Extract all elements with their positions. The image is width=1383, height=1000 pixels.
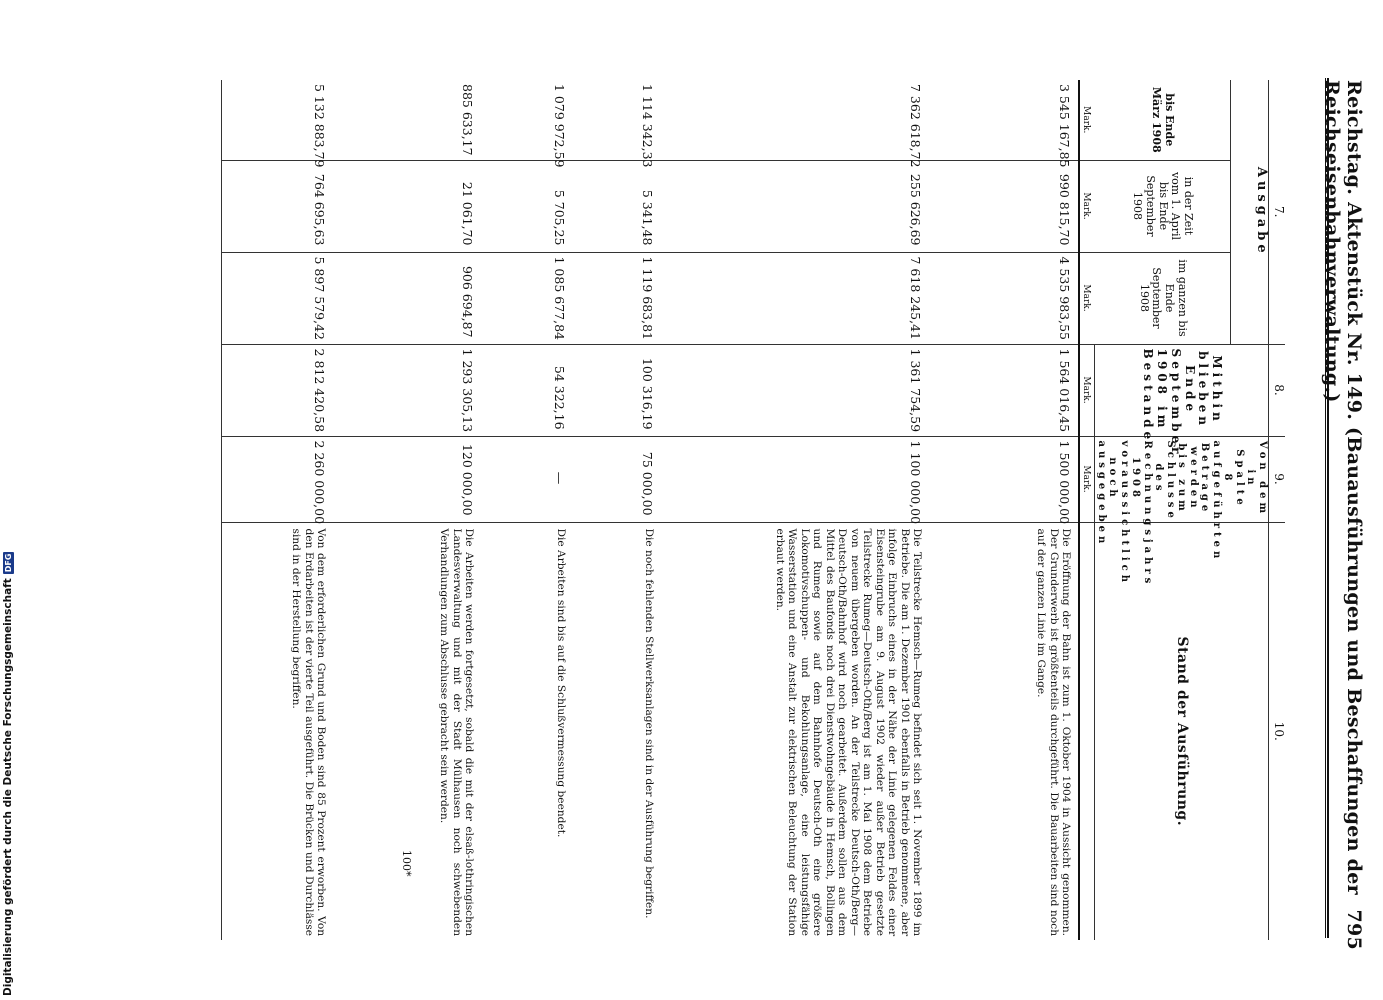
total-heading: im ganzen bis Ende September 1908 — [1095, 252, 1230, 344]
digitization-notice — [2, 552, 14, 996]
unit-label-blank — [1080, 522, 1096, 940]
column-number-8: 8. — [1269, 344, 1286, 436]
unit-label: Mark. — [1080, 344, 1096, 436]
unit-label: Mark. — [1080, 252, 1096, 344]
cell-remaining: 1 564 016,45 — [930, 344, 1080, 436]
cell-total: 5 897 579,42 — [222, 252, 334, 344]
table-row — [334, 80, 482, 940]
cell-remaining: 2 812 420,58 — [222, 344, 334, 436]
cell-april-september: 21 061,70 — [334, 160, 482, 252]
cell-april-september: 764 695,63 — [222, 160, 334, 252]
cell-until-march: 1 079 972,59 — [552, 84, 568, 168]
cell-status-text: Die Teilstrecke Hemsch—Rumeg befindet sich seit 1. November 1899 im Betriebe. Die am 1. Dezember 1901 ebenfalls in Betrieb genommene, aber infolge Einbruchs eines in der Nähe der Linie gelegenen Feldes einer Eisensteingrube am 9. August 1902 wieder außer Betrieb gesetzte Teilstrecke Rumeg—Deutsch-Oth/Berg ist am 1. Mai 1908 dem Betriebe von neuem übergeben worden. An der Teilstrecke Deutsch-Oth/Berg—Deutsch-Oth/Bahnhof wird noch gearbeitet. Außerdem sollen aus dem Mittel des Baufonds noch drei Dienstwohngebäude in Hemsch, Bollingen und Rumeg sowie auf dem Bahnhofe Deutsch-Oth eine größere Lokomotivschuppen- und Bekohlungsanlage, eine leistungsfähige Wasserstation und eine Anstalt zur elektrischen Beleuchtung der Station erbaut werden. — [662, 522, 930, 940]
unit-label: Mark. — [1080, 80, 1096, 160]
cell-total: 4 535 983,55 — [930, 252, 1080, 344]
cell-april-september: 5 341,48 — [574, 160, 662, 252]
page-title: Reichstag. Aktenstück Nr. 149. (Bauausführungen und Beschaffungen der Reichseisenbahnverwaltung.) — [1321, 80, 1365, 895]
ausgabe-heading: Ausgabe — [1230, 80, 1268, 344]
expenditure-table — [221, 80, 1285, 940]
cell-expected: — — [482, 436, 574, 522]
dfg-logo: DFG — [3, 553, 13, 573]
column-number-9: 9. — [1269, 436, 1286, 522]
until-march-heading: bis Ende März 1908 — [1150, 86, 1177, 153]
cell-until-march: 1 114 342,33 — [640, 84, 656, 168]
cell-until-march: 885 633,17 — [460, 84, 476, 156]
cell-expected: 120 000,00 — [334, 436, 482, 522]
page-number: 795 — [1343, 909, 1365, 950]
cell-total: 906 694,87 — [334, 252, 482, 344]
expected-spending-heading: Von dem in Spalte 8 aufgeführten Betrage werden bis zum Schlusse des Rechnungsjahrs 1908 voraussichtlich noch ausgegeben — [1095, 436, 1269, 522]
cell-april-september: 255 626,69 — [662, 160, 930, 252]
table-row — [574, 80, 662, 940]
remaining-balance-heading: Mithin blieben Ende September 1908 im Bestande — [1095, 344, 1269, 436]
table-row — [930, 80, 1080, 940]
cell-until-march: 5 132 883,79 — [222, 80, 334, 160]
cell-until-march: 3 545 167,85 — [1057, 84, 1073, 168]
cell-expected: 2 260 000,00 — [222, 436, 334, 522]
cell-total: 7 618 245,41 — [662, 252, 930, 344]
status-heading: Stand der Ausführung. — [1095, 522, 1269, 940]
table-row — [222, 80, 334, 940]
header-rule-thin — [1325, 78, 1326, 938]
column-number-7: 7. — [1269, 80, 1286, 344]
unit-label: Mark. — [1080, 436, 1096, 522]
signature-mark: 100* — [400, 850, 413, 877]
cell-expected: 1 500 000,00 — [930, 436, 1080, 522]
cell-status-text: Die noch fehlenden Stellwerksanlagen sind in der Ausführung begriffen. — [574, 522, 662, 940]
cell-until-march: 7 362 618,72 — [908, 84, 924, 168]
cell-total: 1 119 683,81 — [574, 252, 662, 344]
cell-status-text: Die Arbeiten werden fortgesetzt, sobald die mit der elsaß-lothringischen Landesverwaltung und mit der Stadt Mülhausen noch schwebenden Verhandlungen zum Abschlusse gebracht sein werden. — [334, 522, 482, 940]
table-row — [662, 80, 930, 940]
header-rule — [1327, 78, 1329, 938]
cell-april-september: 990 815,70 — [930, 160, 1080, 252]
cell-status-text: Von dem erforderlichen Grund und Boden sind 85 Prozent erworben. Von den Erdarbeiten ist der vierte Teil ausgeführt. Die Brücken und Durchlässe sind in der Herstellung begriffen. — [222, 522, 334, 940]
unit-label: Mark. — [1080, 160, 1096, 252]
cell-april-september: 5 705,25 — [482, 160, 574, 252]
cell-status-text: Die Arbeiten sind bis auf die Schlußvermessung beendet. — [482, 522, 574, 940]
cell-remaining: 100 316,19 — [574, 344, 662, 436]
cell-status-text: Die Eröffnung der Bahn ist zum 1. Oktober 1904 in Aussicht genommen. Der Grunderwerb ist größtenteils durchgeführt. Die Bauarbeiten sind noch auf der ganzen Linie im Gange. — [930, 522, 1080, 940]
cell-remaining: 1 361 754,59 — [662, 344, 930, 436]
cell-total: 1 085 677,84 — [482, 252, 574, 344]
cell-expected: 75 000,00 — [574, 436, 662, 522]
table-row — [482, 80, 574, 940]
cell-remaining: 1 293 305,13 — [334, 344, 482, 436]
cell-expected: 1 100 000,00 — [662, 436, 930, 522]
cell-remaining: 54 322,16 — [482, 344, 574, 436]
digitization-notice-text: Digitalisierung gefördert durch die Deutsche Forschungsgemeinschaft — [2, 578, 14, 996]
april-september-heading: in der Zeit vom 1. April bis Ende September 1908 — [1095, 160, 1230, 252]
column-number-10: 10. — [1269, 522, 1286, 940]
